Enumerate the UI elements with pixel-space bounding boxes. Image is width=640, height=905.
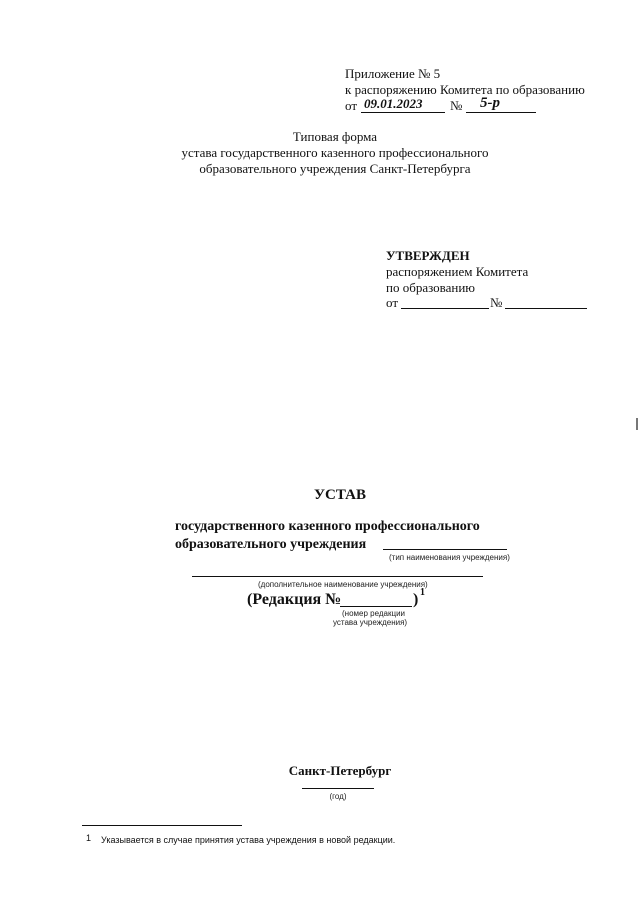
scan-edge-mark	[636, 418, 638, 430]
form-title-line2: устава государственного казенного профессионального	[181, 145, 489, 160]
appendix-from-label: от	[345, 98, 358, 113]
charter-line2: образовательного учреждения	[175, 537, 367, 552]
charter-edition-caption-1: (номер редакции	[342, 609, 406, 618]
footnote-mark: 1	[86, 833, 92, 843]
approved-line1: распоряжением Комитета	[386, 264, 529, 279]
charter-footnote-mark: 1	[420, 587, 425, 598]
appendix-title: Приложение № 5	[345, 66, 441, 81]
appendix-order-of: к распоряжению Комитета по образованию	[345, 82, 585, 97]
appendix-date-line	[361, 112, 445, 113]
charter-title: УСТАВ	[314, 487, 366, 503]
charter-edition: (Редакция №	[247, 591, 342, 608]
charter-edition-caption-2: устава учреждения)	[333, 618, 408, 627]
appendix-number: 5-р	[480, 95, 500, 111]
footnote-text: Указывается в случае принятия устава учреждения в новой редакции.	[101, 835, 396, 845]
form-title-line1: Типовая форма	[292, 129, 378, 144]
appendix-number-line	[466, 112, 536, 113]
approved-line2: по образованию	[386, 280, 476, 295]
charter-additional-caption: (дополнительное наименование учреждения)	[258, 580, 428, 589]
approved-from-label: от	[386, 295, 399, 310]
charter-type-caption: (тип наименования учреждения)	[389, 553, 510, 562]
footnote-separator	[82, 825, 242, 826]
approved-number-line	[505, 308, 587, 309]
appendix-num-label: №	[450, 98, 463, 113]
approved-title: УТВЕРЖДЕН	[386, 248, 470, 263]
approved-num-label: №	[490, 295, 503, 310]
charter-edition-close: )	[413, 591, 419, 608]
charter-type-line	[383, 549, 507, 550]
charter-line1: государственного казенного профессионального	[175, 519, 480, 534]
approved-date-line	[401, 308, 489, 309]
charter-edition-number-line	[340, 606, 412, 607]
year-caption: (год)	[329, 792, 347, 801]
appendix-date: 09.01.2023	[364, 96, 423, 111]
form-title-line3: образовательного учреждения Санкт-Петербурга	[199, 161, 471, 176]
charter-additional-line	[192, 576, 483, 577]
year-line	[302, 788, 374, 789]
city: Санкт-Петербург	[288, 763, 392, 778]
